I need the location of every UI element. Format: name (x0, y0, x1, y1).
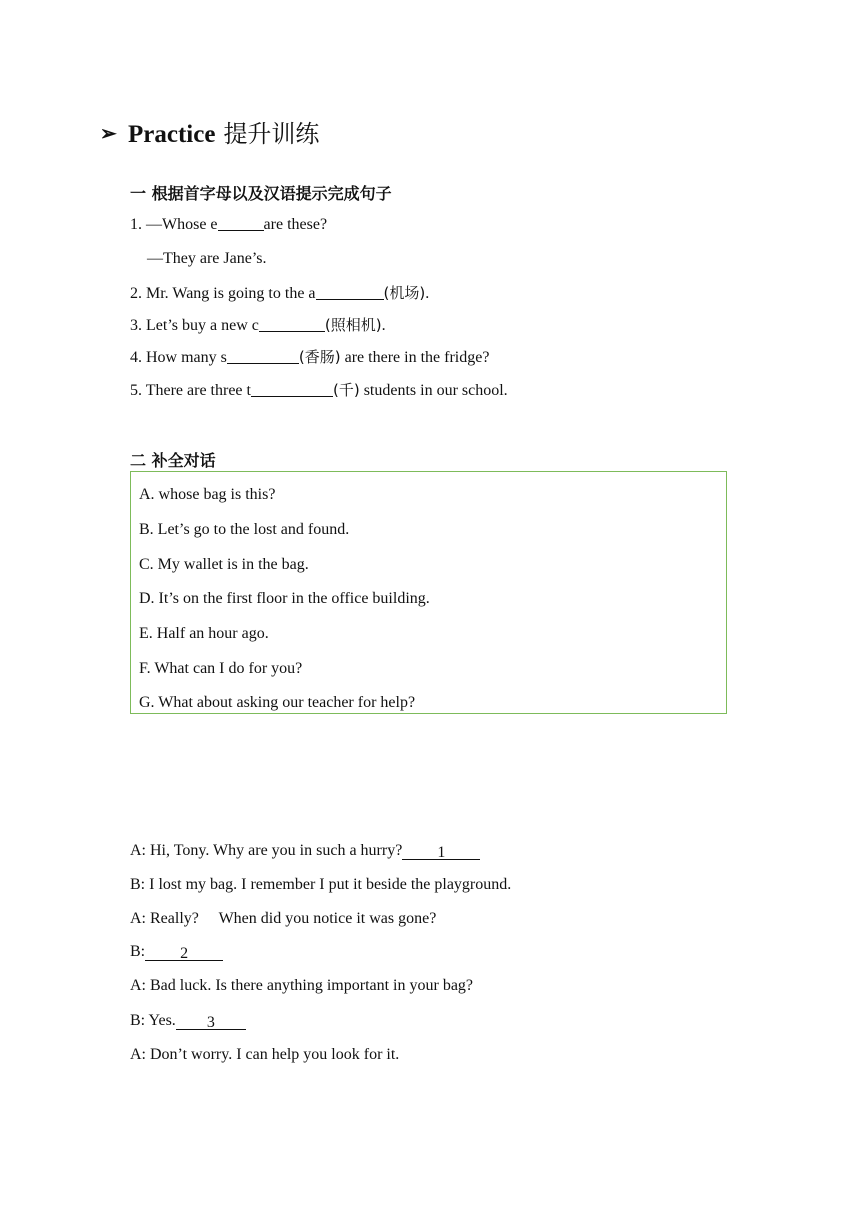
option-d: D. It’s on the first floor in the office building. (139, 590, 430, 607)
dialogue-line-2: B: I lost my bag. I remember I put it beside the playground. (130, 876, 512, 893)
question-4: 4. How many s (香肠) are there in the fridge? (130, 348, 490, 366)
options-box (130, 471, 727, 714)
title-chinese: 提升训练 (223, 120, 320, 148)
answer-blank[interactable] (259, 317, 325, 332)
option-g: G. What about asking our teacher for help? (139, 694, 416, 711)
option-f: F. What can I do for you? (139, 660, 303, 677)
dialogue-line-5: A: Bad luck. Is there anything important in your bag? (130, 977, 474, 994)
dialogue-line-6: B: Yes. 3 (130, 1011, 246, 1031)
dialogue-line-7: A: Don’t worry. I can help you look for it. (130, 1046, 400, 1063)
question-1: 1. —Whose e are these? (130, 216, 328, 233)
dialogue-blank-1[interactable]: 1 (402, 845, 480, 860)
option-c: C. My wallet is in the bag. (139, 556, 309, 573)
question-3: 3. Let’s buy a new c (照相机). (130, 316, 386, 334)
answer-blank[interactable] (218, 216, 264, 231)
question-2: 2. Mr. Wang is going to the a (机场). (130, 284, 430, 302)
option-e: E. Half an hour ago. (139, 625, 269, 642)
answer-blank[interactable] (316, 285, 384, 300)
dialogue-line-3: A: Really? When did you notice it was gone? (130, 910, 437, 927)
option-a: A. whose bag is this? (139, 486, 276, 503)
dialogue-blank-3[interactable]: 3 (176, 1015, 246, 1030)
dialogue-line-4: B: 2 (130, 942, 223, 962)
answer-blank[interactable] (251, 382, 333, 397)
section1-heading: 一 根据首字母以及汉语提示完成句子 (130, 184, 392, 203)
section2-heading: 二 补全对话 (130, 451, 216, 470)
answer-blank[interactable] (227, 349, 299, 364)
dialogue-line-1: A: Hi, Tony. Why are you in such a hurry? 1 (130, 841, 480, 861)
dialogue-blank-2[interactable]: 2 (145, 946, 223, 961)
title-english: Practice (128, 121, 216, 148)
page-title (100, 114, 319, 149)
option-b: B. Let’s go to the lost and found. (139, 521, 350, 538)
question-1-reply: —They are Jane’s. (147, 250, 267, 267)
question-5: 5. There are three t (千) students in our school. (130, 381, 508, 399)
arrow-bullet-icon: ➢ (100, 123, 117, 145)
